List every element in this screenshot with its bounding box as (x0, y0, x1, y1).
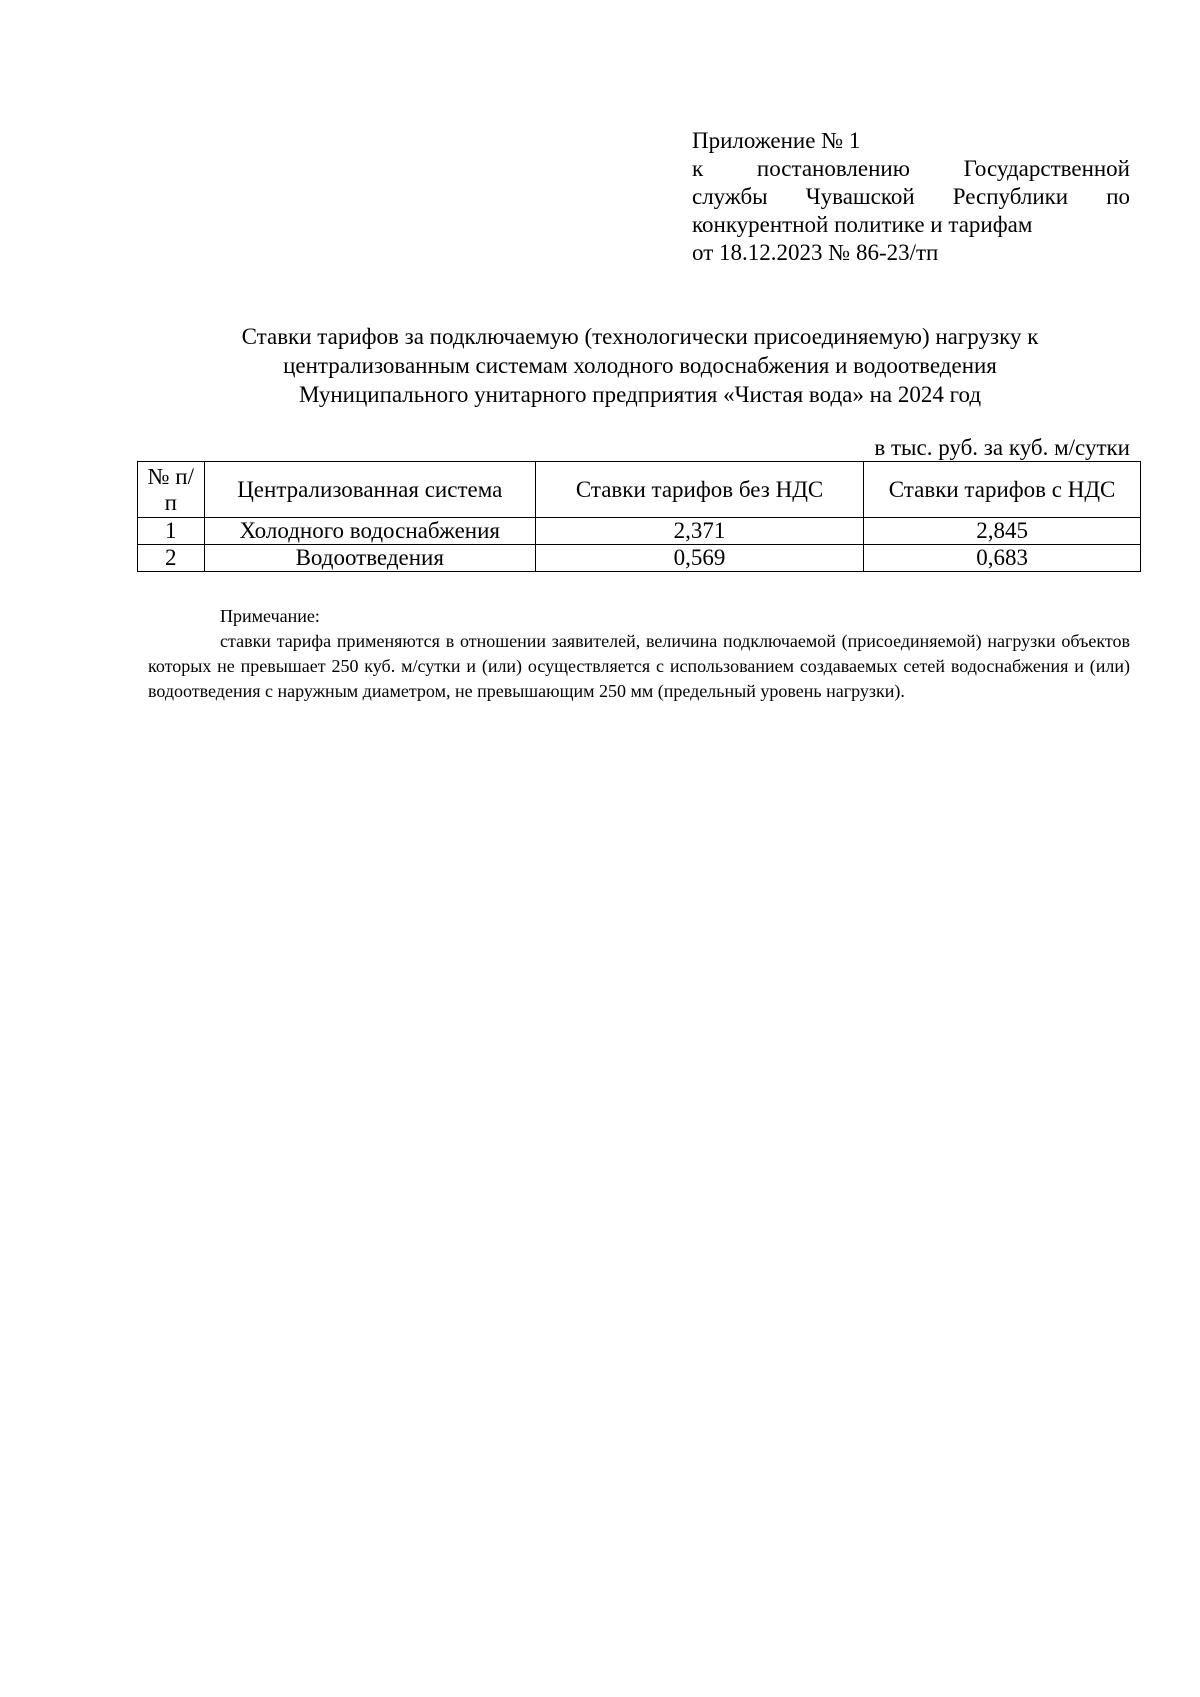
document-title (140, 322, 1140, 409)
row-rate-with-vat: 0,683 (864, 545, 1141, 572)
note-block (148, 604, 1130, 704)
appendix-header (692, 127, 1130, 267)
table-row (138, 545, 1141, 572)
appendix-date-number: от 18.12.2023 № 86-23/тп (692, 240, 939, 265)
header-rate-without-vat: Ставки тарифов без НДС (535, 462, 863, 518)
note-title: Примечание: (220, 606, 320, 626)
appendix-resolution-line: к постановлению Государственной (692, 156, 1130, 181)
tariff-table (137, 461, 1141, 572)
row-number: 1 (138, 518, 205, 545)
row-rate-without-vat: 2,371 (535, 518, 863, 545)
row-system: Водоотведения (204, 545, 535, 572)
appendix-policy-line: конкурентной политике и тарифам (692, 212, 1033, 237)
note-body: ставки тарифа применяются в отношении заявителей, величина подключаемой (присоединяемой) нагрузки объектов которых не превышает 250 куб. м/сутки и (или) осуществляется с использованием создаваемых сетей водоснабжения и (или) водоотведения с наружным диаметром, не превышающим 250 мм (предельный уровень нагрузки). (148, 631, 1130, 701)
row-number: 2 (138, 545, 205, 572)
title-line-1: Ставки тарифов за подключаемую (технологически присоединяемую) нагрузку к (241, 324, 1039, 349)
title-line-2: централизованным системам холодного водоснабжения и водоотведения (283, 353, 997, 378)
row-rate-with-vat: 2,845 (864, 518, 1141, 545)
appendix-service-line: службы Чувашской Республики по (692, 184, 1130, 209)
table-row (138, 518, 1141, 545)
row-system: Холодного водоснабжения (204, 518, 535, 545)
header-number: № п/п (138, 462, 205, 518)
title-line-3: Муниципального унитарного предприятия «Чистая вода» на 2024 год (298, 382, 982, 407)
table-header-row (138, 462, 1141, 518)
header-system: Централизованная система (204, 462, 535, 518)
appendix-number: Приложение № 1 (692, 128, 861, 153)
units-caption: в тыс. руб. за куб. м/сутки (874, 435, 1130, 460)
header-rate-with-vat: Ставки тарифов с НДС (864, 462, 1141, 518)
row-rate-without-vat: 0,569 (535, 545, 863, 572)
